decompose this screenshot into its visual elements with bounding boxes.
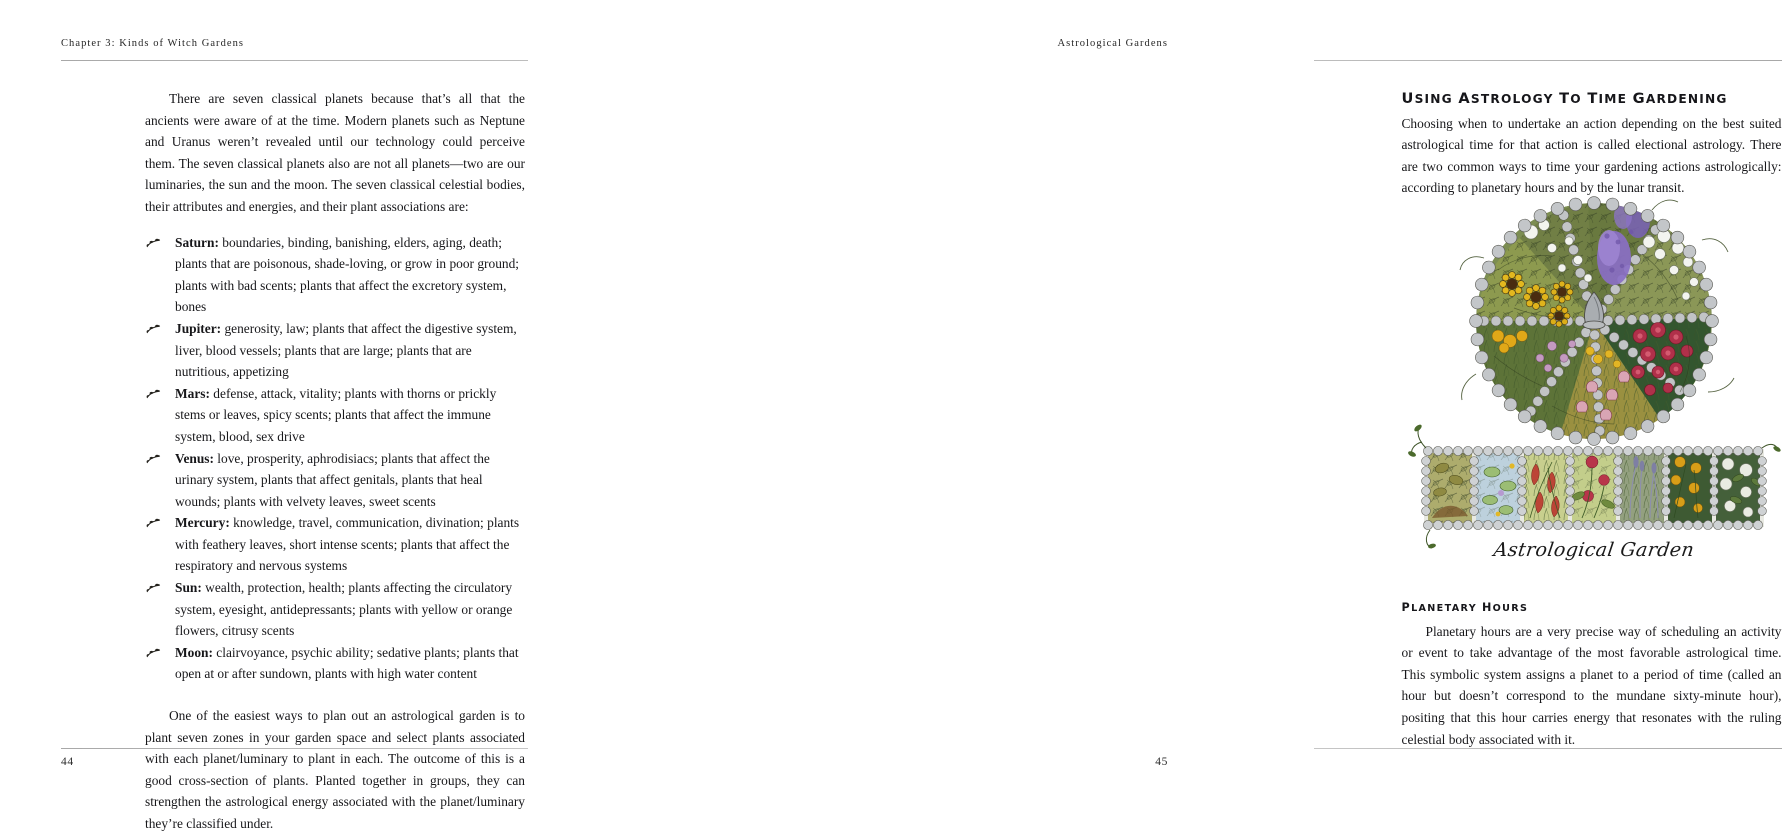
subsection-heading: PLANETARY HOURS (1401, 601, 1529, 614)
astrological-garden-figure (1402, 196, 1786, 561)
list-item (145, 577, 525, 642)
circular-garden-wheel (1460, 197, 1734, 446)
planet-correspondence-list (145, 232, 525, 685)
right-page (614, 0, 1782, 800)
leaf-sprig-bullet-icon (145, 581, 163, 595)
list-item (145, 642, 525, 685)
list-item (145, 383, 525, 448)
planet-description: clairvoyance, psychic ability; sedative plants; plants that open at or after sundown, plants with high water content (175, 644, 519, 682)
page-number-right: 45 (1155, 756, 1168, 768)
list-item (145, 318, 525, 383)
planet-name: Jupiter: (175, 320, 222, 336)
planet-description: knowledge, travel, communication, divination; plants with feathery leaves, short intense scents; plants that affect the respiratory and nervous systems (175, 515, 520, 574)
leaf-sprig-bullet-icon (145, 452, 163, 466)
closing-paragraph: One of the easiest ways to plan out an astrological garden is to plant seven zones in your garden space and select plants associated with each planet/luminary to plant in each. The outcome of this is a good cross-section of plants. Planted together in groups, they can strengthen the astrological energy associated with the planet/luminary they’re classified under. (145, 708, 525, 831)
intro-paragraph: There are seven classical planets because that’s all that the ancients were aware of at the time. Modern planets such as Neptune and Uranus weren’t revealed until our technology could perceive them. The seven classical planets also are not all planets—two are our luminaries, the sun and the moon. The seven classical celestial bodies, their attributes and energies, and their plant associations are: (145, 91, 525, 214)
garden-illustration-svg (1402, 196, 1786, 541)
leaf-sprig-bullet-icon (145, 322, 163, 336)
right-text-column-bottom (1402, 597, 1782, 750)
header-rule-left (61, 60, 528, 61)
section-heading: USING ASTROLOGY TO TIME GARDENING (1401, 90, 1728, 107)
footer-rule-right (1314, 748, 1782, 749)
leaf-sprig-bullet-icon (145, 236, 163, 250)
subsection-paragraph: Planetary hours are a very precise way of scheduling an activity or event to take advantage of the most favorable astrological time. This symbolic system assigns a planet to a period of time (called an hour but doesn’t correspond to the mundane sixty-minute hour), positing that this hour carries energy that resonates with the ruling celestial body associated with it. (1401, 623, 1782, 747)
planet-description: love, prosperity, aphrodisiacs; plants that affect the urinary system, plants that affect genitals, plants that heal wounds; plants with velvety leaves, sweet scents (175, 450, 490, 509)
left-text-column (145, 88, 525, 835)
planet-description: defense, attack, vitality; plants with thorns or prickly stems or leaves, spicy scents; plants that affect the immune system, blood, sex drive (175, 385, 497, 444)
figure-caption: Astrological Garden (1491, 539, 1696, 561)
section-paragraph: Choosing when to undertake an action depending on the best suited astrological time for that action is called electional astrology. There are two common ways to time your gardening actions astrologically: according to planetary hours and by the lunar transit. (1401, 115, 1782, 196)
list-item (145, 232, 525, 318)
leaf-sprig-bullet-icon (145, 387, 163, 401)
running-head-right: Astrological Gardens (1057, 38, 1168, 49)
right-text-column-top (1402, 88, 1782, 199)
page-number-left: 44 (61, 756, 74, 768)
leaf-sprig-bullet-icon (145, 646, 163, 660)
planet-name: Mars: (175, 385, 210, 401)
planet-name: Sun: (175, 580, 202, 596)
list-item (145, 512, 525, 577)
planet-name: Mercury: (175, 515, 230, 531)
planet-name: Moon: (175, 644, 213, 660)
planet-description: wealth, protection, health; plants affecting the circulatory system, eyesight, antidepressants; plants with yellow or orange flowers, citrusy scents (175, 580, 513, 639)
planet-name: Venus: (175, 450, 214, 466)
planet-description: boundaries, binding, banishing, elders, aging, death; plants that are poisonous, shade-loving, or grow in poor ground; plants with bad scents; plants that affect the excretory system, bones (175, 234, 520, 315)
planet-description: generosity, law; plants that affect the digestive system, liver, blood vessels; plants that are large; plants that are nutritious, appetizing (175, 320, 517, 380)
header-rule-right (1314, 60, 1782, 61)
leaf-sprig-bullet-icon (145, 516, 163, 530)
left-page (0, 0, 614, 831)
planet-name: Saturn: (175, 234, 219, 250)
list-item (145, 448, 525, 513)
running-head-left: Chapter 3: Kinds of Witch Gardens (61, 38, 245, 49)
footer-rule-left (61, 748, 528, 749)
